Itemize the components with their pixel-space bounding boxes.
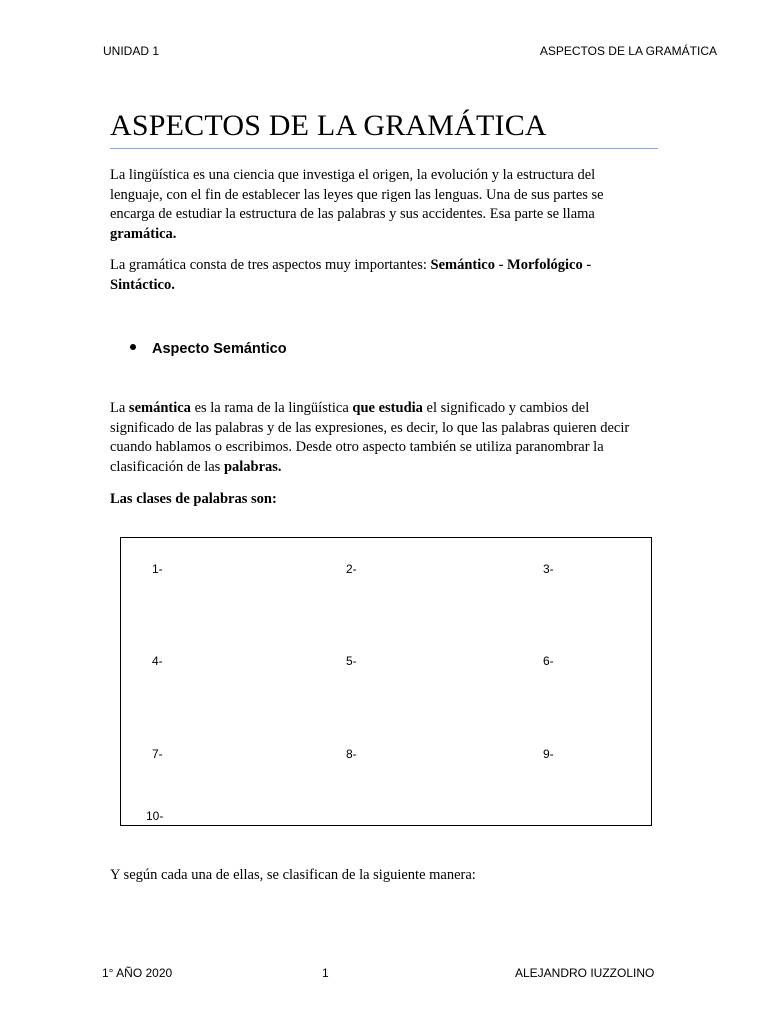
page-title: ASPECTOS DE LA GRAMÁTICA [110,106,658,149]
grid-label-10: 10- [146,809,164,823]
semantica-bold-1: semántica [128,400,191,416]
semantica-text-3: el significado y cambios del significado de las palabras y de las expresiones, es decir, lo que las palabras quieren decir cuando hablamos o escribimos. Desde otro aspecto también se utiliza paranombrar la clasificación de las [110,400,630,476]
word-classes-heading: Las clases de palabras son: [110,491,277,507]
intro-paragraph [110,166,630,245]
bullet-label: Aspecto Semántico [152,341,287,357]
word-classes-box [120,537,652,826]
grid-label-8: 8- [346,747,357,761]
semantica-paragraph [110,399,630,478]
semantica-bold-2: que estudia [352,400,423,416]
intro-text: La lingüística es una ciencia que investiga el origen, la evolución y la estructura del lenguaje, con el fin de establecer las leyes que rigen las lenguas. Una de sus partes se encarga de estudiar la estructura de las palabras y sus accidentes. Esa parte se llama [110,167,604,223]
footer-page-number: 1 [322,966,329,980]
aspects-text: La gramática consta de tres aspectos muy importantes: [110,257,431,273]
bullet-dot-icon [130,344,136,350]
intro-bold-term: gramática. [110,226,177,243]
grid-label-4: 4- [152,654,163,668]
grid-label-9: 9- [543,747,554,761]
grid-label-3: 3- [543,562,554,576]
grid-label-1: 1- [152,562,163,576]
closing-paragraph: Y según cada una de ellas, se clasifican de la siguiente manera: [110,867,476,883]
footer-author: ALEJANDRO IUZZOLINO [515,966,655,980]
semantica-text-2: es la rama de la lingüística [190,400,353,416]
grid-label-5: 5- [346,654,357,668]
aspects-bold-list: Semántico - Morfológico - Sintáctico. [110,257,592,293]
header-unit: UNIDAD 1 [103,44,160,58]
semantica-bold-3: palabras. [223,459,282,476]
header-section-title: ASPECTOS DE LA GRAMÁTICA [539,44,717,58]
grid-label-7: 7- [152,747,163,761]
aspects-paragraph [110,256,630,295]
footer-year: 1° AÑO 2020 [102,966,173,980]
grid-label-6: 6- [543,654,554,668]
semantica-text-1: La [110,400,129,416]
grid-label-2: 2- [346,562,357,576]
bullet-aspecto-semantico [130,341,287,357]
